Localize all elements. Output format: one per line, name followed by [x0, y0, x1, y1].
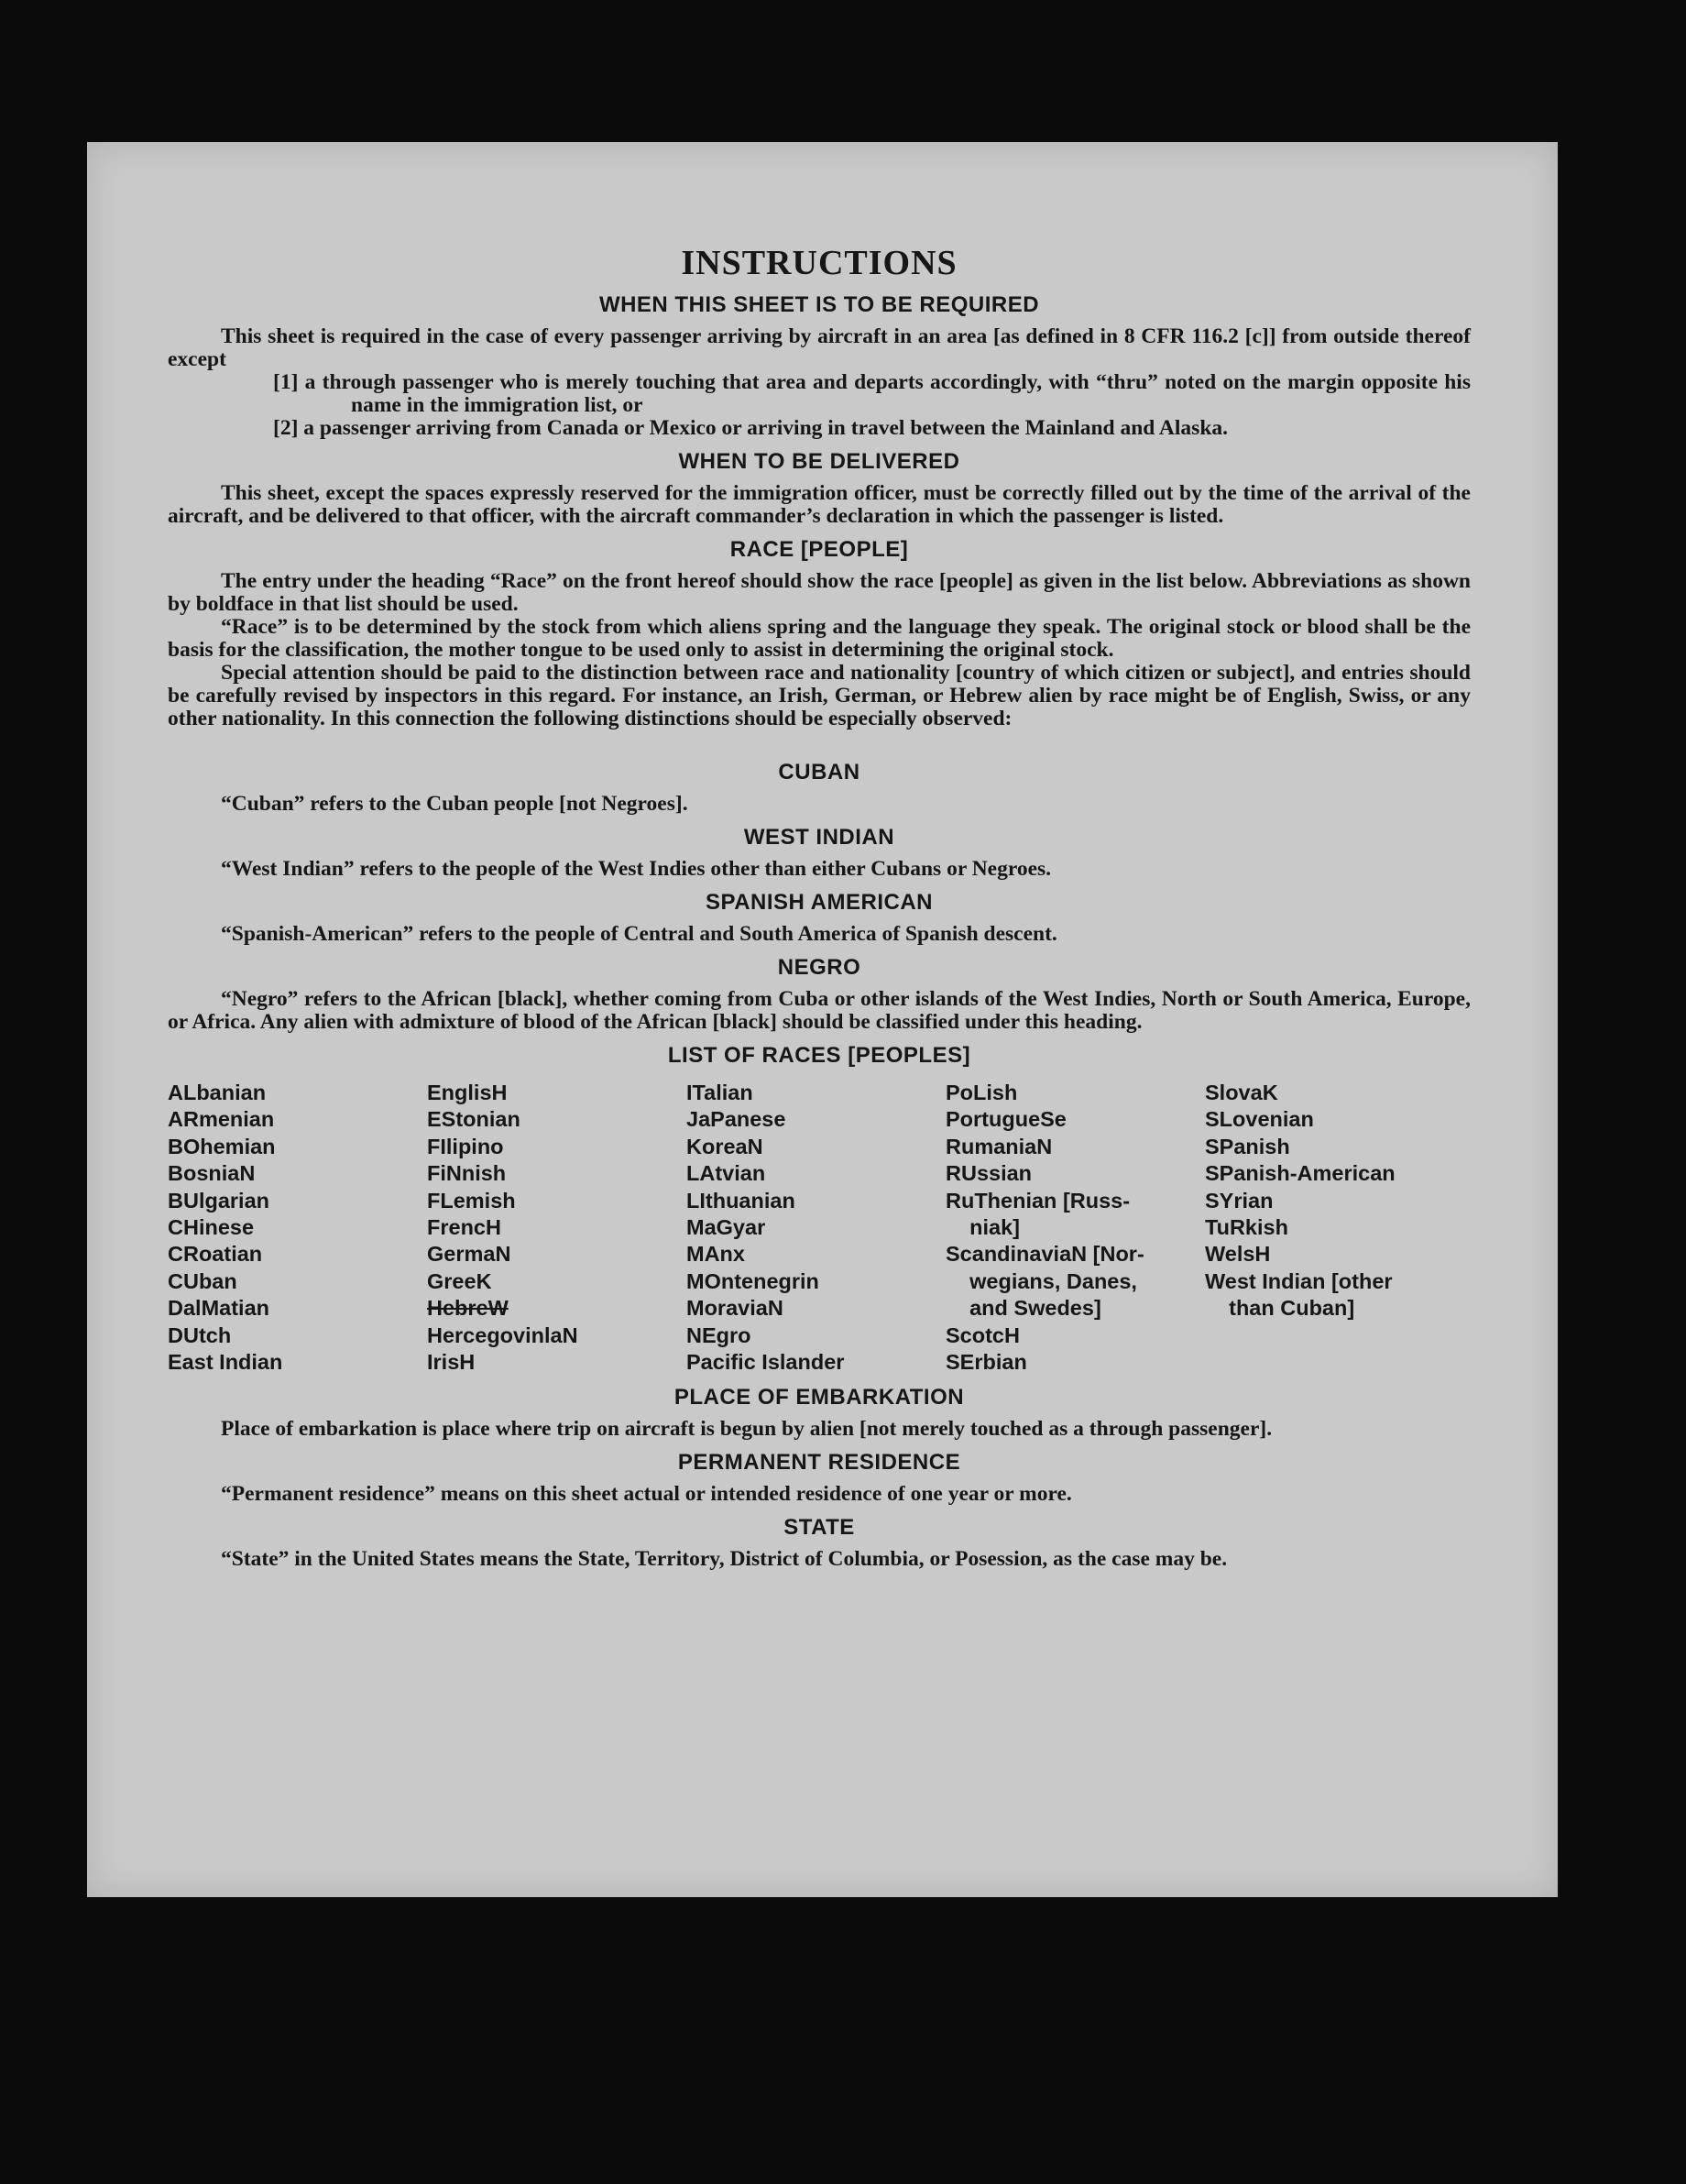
race-entry: ScotcH [946, 1322, 1020, 1347]
race-entry: West Indian [other [1205, 1268, 1393, 1293]
race-entry: SYrian [1205, 1188, 1274, 1213]
section-heading-west-indian: WEST INDIAN [743, 825, 895, 850]
race-entry: JaPanese [686, 1107, 786, 1132]
section-heading-races: LIST OF RACES [PEOPLES] [667, 1043, 971, 1068]
race-entry: BosniaN [168, 1161, 256, 1186]
race-entry: wegians, Danes, [946, 1268, 1137, 1293]
race-entry: TuRkish [1205, 1215, 1288, 1240]
races-column-1 [168, 1080, 427, 1376]
race-entry: and Swedes] [946, 1296, 1101, 1321]
race-entry: BUlgarian [168, 1188, 269, 1213]
race-entry: DUtch [168, 1322, 232, 1347]
race-entry: SPanish [1205, 1134, 1290, 1158]
race-entry: GermaN [427, 1242, 511, 1267]
race-entry: RumaniaN [946, 1134, 1053, 1158]
section-heading-spanish-american: SPANISH AMERICAN [705, 890, 933, 915]
race-entry: NEgro [686, 1322, 751, 1347]
race-entry: Pacific Islander [686, 1350, 845, 1375]
races-column-2 [427, 1080, 686, 1376]
race-entry: BOhemian [168, 1134, 276, 1158]
race-paragraph-2: “Race” is to be determined by the stock from which aliens spring and the language they speak. The original stock or blood shall be the basis for the classification, the mother tongue to be used only to assist in determining the original stock. [168, 615, 1471, 662]
state-text: “State” in the United States means the State, Territory, District of Columbia, or Posession, as the case may be. [221, 1547, 1228, 1572]
race-entry: PoLish [946, 1081, 1018, 1104]
race-entry: LAtvian [686, 1161, 766, 1186]
race-entry: ScandinaviaN [Nor- [946, 1242, 1144, 1267]
section-heading-residence: PERMANENT RESIDENCE [677, 1450, 961, 1476]
section-heading-delivered: WHEN TO BE DELIVERED [678, 449, 960, 474]
race-entry: PortugueSe [946, 1107, 1067, 1132]
race-entry: FrencH [427, 1215, 501, 1240]
race-entry: SPanish-American [1205, 1161, 1396, 1186]
race-entry: SlovaK [1205, 1081, 1278, 1104]
race-entry: WelsH [1205, 1242, 1271, 1267]
race-entry: GreeK [427, 1268, 492, 1293]
section-heading-required: WHEN THIS SHEET IS TO BE REQUIRED [598, 292, 1040, 317]
west-indian-text: “West Indian” refers to the people of the West Indies other than either Cubans or Negroes. [221, 857, 1052, 881]
required-item-2: [2] a passenger arriving from Canada or Mexico or arriving in travel between the Mainland and Alaska. [273, 416, 1229, 440]
races-column-5 [1205, 1080, 1464, 1376]
race-entry: East Indian [168, 1350, 283, 1375]
section-heading-embarkation: PLACE OF EMBARKATION [673, 1385, 965, 1410]
race-paragraph-1: The entry under the heading “Race” on the front hereof should show the race [people] as given in the list below. Abbreviations as shown by boldface in that list should be used. [168, 569, 1471, 616]
race-entry: MaGyar [686, 1215, 766, 1240]
race-entry: ITalian [686, 1081, 753, 1104]
required-item-1: [1] a through passenger who is merely touching that area and departs accordingly, with “thru” noted on the margin opposite his name in the immigration list, or [273, 370, 1471, 417]
section-heading-state: STATE [783, 1515, 855, 1541]
race-entry: IrisH [427, 1350, 476, 1375]
embarkation-text: Place of embarkation is place where trip on aircraft is begun by alien [not merely touched as a through passenger]. [221, 1417, 1273, 1442]
race-entry: RUssian [946, 1161, 1033, 1186]
races-column-3 [686, 1080, 946, 1376]
race-entry: FIlipino [427, 1134, 504, 1158]
race-entry: CUban [168, 1268, 237, 1293]
race-entry: EnglisH [427, 1081, 508, 1104]
race-entry: than Cuban] [1205, 1296, 1355, 1321]
residence-text: “Permanent residence” means on this sheet actual or intended residence of one year or more. [221, 1482, 1072, 1507]
section-heading-race: RACE [PEOPLE] [729, 537, 909, 562]
section-heading-negro: NEGRO [777, 955, 861, 980]
delivered-text: This sheet, except the spaces expressly reserved for the immigration officer, must be correctly filled out by the time of the arrival of the aircraft, and be delivered to that officer, with the aircraft commander’s declaration in which the passenger is listed. [168, 481, 1471, 528]
race-entry: SErbian [946, 1350, 1027, 1375]
race-entry: MAnx [686, 1242, 745, 1267]
instruction-sheet [87, 142, 1558, 1897]
race-entry: ARmenian [168, 1107, 275, 1132]
cuban-text: “Cuban” refers to the Cuban people [not Negroes]. [221, 792, 688, 816]
race-entry: FiNnish [427, 1161, 507, 1186]
race-entry: MoraviaN [686, 1296, 783, 1321]
race-entry-struck: HebreW [427, 1296, 509, 1321]
race-entry: RuThenian [Russ- [946, 1188, 1131, 1213]
race-entry: KoreaN [686, 1134, 763, 1158]
page-title: INSTRUCTIONS [681, 244, 958, 282]
negro-text: “Negro” refers to the African [black], whether coming from Cuba or other islands of the West Indies, North or South America, Europe, or Africa. Any alien with admixture of blood of the African [black] should be classified under this heading. [168, 987, 1471, 1034]
race-entry: SLovenian [1205, 1107, 1314, 1132]
races-list [168, 1080, 1471, 1376]
race-entry: niak] [946, 1215, 1020, 1240]
section-heading-cuban: CUBAN [778, 760, 860, 785]
race-entry: EStonian [427, 1107, 520, 1132]
race-entry: ALbanian [168, 1081, 267, 1104]
race-entry: DalMatian [168, 1296, 269, 1321]
race-entry: FLemish [427, 1188, 516, 1213]
race-entry: CHinese [168, 1215, 255, 1240]
race-paragraph-3: Special attention should be paid to the distinction between race and nationality [country of which citizen or subject], and entries should be carefully revised by inspectors in this regard. For instance, an Irish, German, or Hebrew alien by race might be of English, Swiss, or any other nationality. In this connection the following distinctions should be especially observed: [168, 661, 1471, 730]
race-entry: HercegovinlaN [427, 1322, 578, 1347]
race-entry: MOntenegrin [686, 1268, 819, 1293]
race-entry: CRoatian [168, 1242, 263, 1267]
required-intro: This sheet is required in the case of every passenger arriving by aircraft in an area [as defined in 8 CFR 116.2 [c]] from outside thereof except [168, 324, 1471, 371]
spanish-american-text: “Spanish-American” refers to the people of Central and South America of Spanish descent. [221, 922, 1057, 946]
races-column-4 [946, 1080, 1205, 1376]
race-entry: LIthuanian [686, 1188, 795, 1213]
